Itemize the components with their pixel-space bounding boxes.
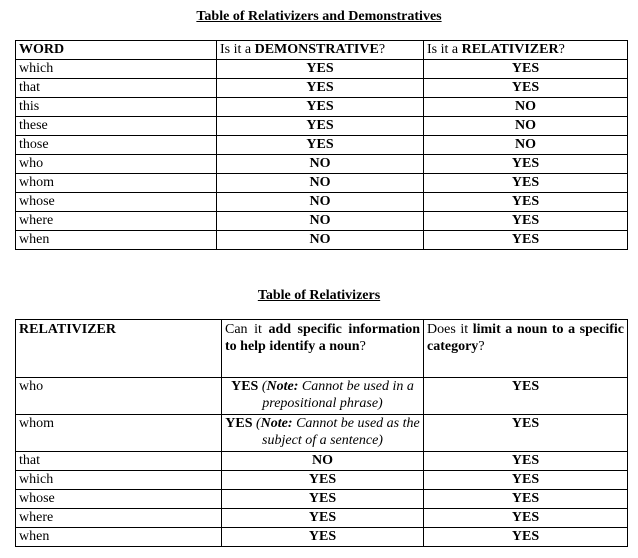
table-row: [16, 136, 628, 155]
specific-cell: NO: [222, 452, 424, 471]
relativizers-table: [15, 319, 628, 547]
relativizer-cell: YES: [424, 79, 628, 98]
demonstrative-cell: YES: [217, 117, 424, 136]
table-row: [16, 193, 628, 212]
table-row: [16, 155, 628, 174]
table-row: [16, 174, 628, 193]
table-row: [16, 60, 628, 79]
relativizer-cell: NO: [424, 117, 628, 136]
specific-cell: YES: [222, 490, 424, 509]
table2-title: Table of Relativizers: [257, 288, 381, 303]
word-cell: where: [16, 212, 217, 231]
header-relativizer: RELATIVIZER: [16, 320, 222, 378]
word-cell: that: [16, 79, 217, 98]
demonstrative-cell: NO: [217, 231, 424, 250]
demonstrative-cell: NO: [217, 212, 424, 231]
demonstrative-cell: YES: [217, 98, 424, 117]
header-demonstrative: Is it a DEMONSTRATIVE?: [217, 41, 424, 60]
table-header-row: [16, 41, 628, 60]
specific-cell: YES (Note: Cannot be used in a prepositional phrase): [222, 378, 424, 415]
table-row: [16, 528, 628, 547]
demonstrative-cell: YES: [217, 60, 424, 79]
limit-cell: YES: [424, 415, 628, 452]
table-header-row: [16, 320, 628, 378]
demonstrative-cell: YES: [217, 79, 424, 98]
table-row: [16, 117, 628, 136]
word-cell: whom: [16, 415, 222, 452]
table-row: [16, 471, 628, 490]
table-row: [16, 378, 628, 415]
table-row: [16, 98, 628, 117]
word-cell: those: [16, 136, 217, 155]
limit-cell: YES: [424, 471, 628, 490]
limit-cell: YES: [424, 452, 628, 471]
table-row: [16, 452, 628, 471]
table-row: [16, 212, 628, 231]
word-cell: that: [16, 452, 222, 471]
demonstratives-table: [15, 40, 628, 250]
specific-cell: YES: [222, 509, 424, 528]
header-limit-noun: Does it limit a noun to a specific category?: [424, 320, 628, 378]
word-cell: who: [16, 155, 217, 174]
relativizer-cell: NO: [424, 136, 628, 155]
demonstrative-cell: YES: [217, 136, 424, 155]
demonstrative-cell: NO: [217, 174, 424, 193]
specific-cell: YES (Note: Cannot be used as the subject of a sentence): [222, 415, 424, 452]
relativizer-cell: YES: [424, 60, 628, 79]
header-specific-information: Can it add specific information to help identify a noun?: [222, 320, 424, 378]
word-cell: when: [16, 528, 222, 547]
word-cell: these: [16, 117, 217, 136]
word-cell: whose: [16, 490, 222, 509]
specific-cell: YES: [222, 528, 424, 547]
relativizer-cell: YES: [424, 174, 628, 193]
demonstrative-cell: NO: [217, 193, 424, 212]
word-cell: who: [16, 378, 222, 415]
demonstrative-cell: NO: [217, 155, 424, 174]
table-row: [16, 79, 628, 98]
table-row: [16, 415, 628, 452]
limit-cell: YES: [424, 509, 628, 528]
limit-cell: YES: [424, 528, 628, 547]
word-cell: whose: [16, 193, 217, 212]
relativizer-cell: YES: [424, 155, 628, 174]
word-cell: which: [16, 60, 217, 79]
word-cell: when: [16, 231, 217, 250]
relativizer-cell: YES: [424, 193, 628, 212]
table-row: [16, 231, 628, 250]
limit-cell: YES: [424, 378, 628, 415]
relativizer-cell: YES: [424, 231, 628, 250]
limit-cell: YES: [424, 490, 628, 509]
table-row: [16, 490, 628, 509]
word-cell: which: [16, 471, 222, 490]
table1-title: Table of Relativizers and Demonstratives: [196, 9, 442, 24]
word-cell: whom: [16, 174, 217, 193]
table-row: [16, 509, 628, 528]
relativizer-cell: YES: [424, 212, 628, 231]
header-word: WORD: [16, 41, 217, 60]
header-relativizer: Is it a RELATIVIZER?: [424, 41, 628, 60]
specific-cell: YES: [222, 471, 424, 490]
word-cell: this: [16, 98, 217, 117]
word-cell: where: [16, 509, 222, 528]
relativizer-cell: NO: [424, 98, 628, 117]
